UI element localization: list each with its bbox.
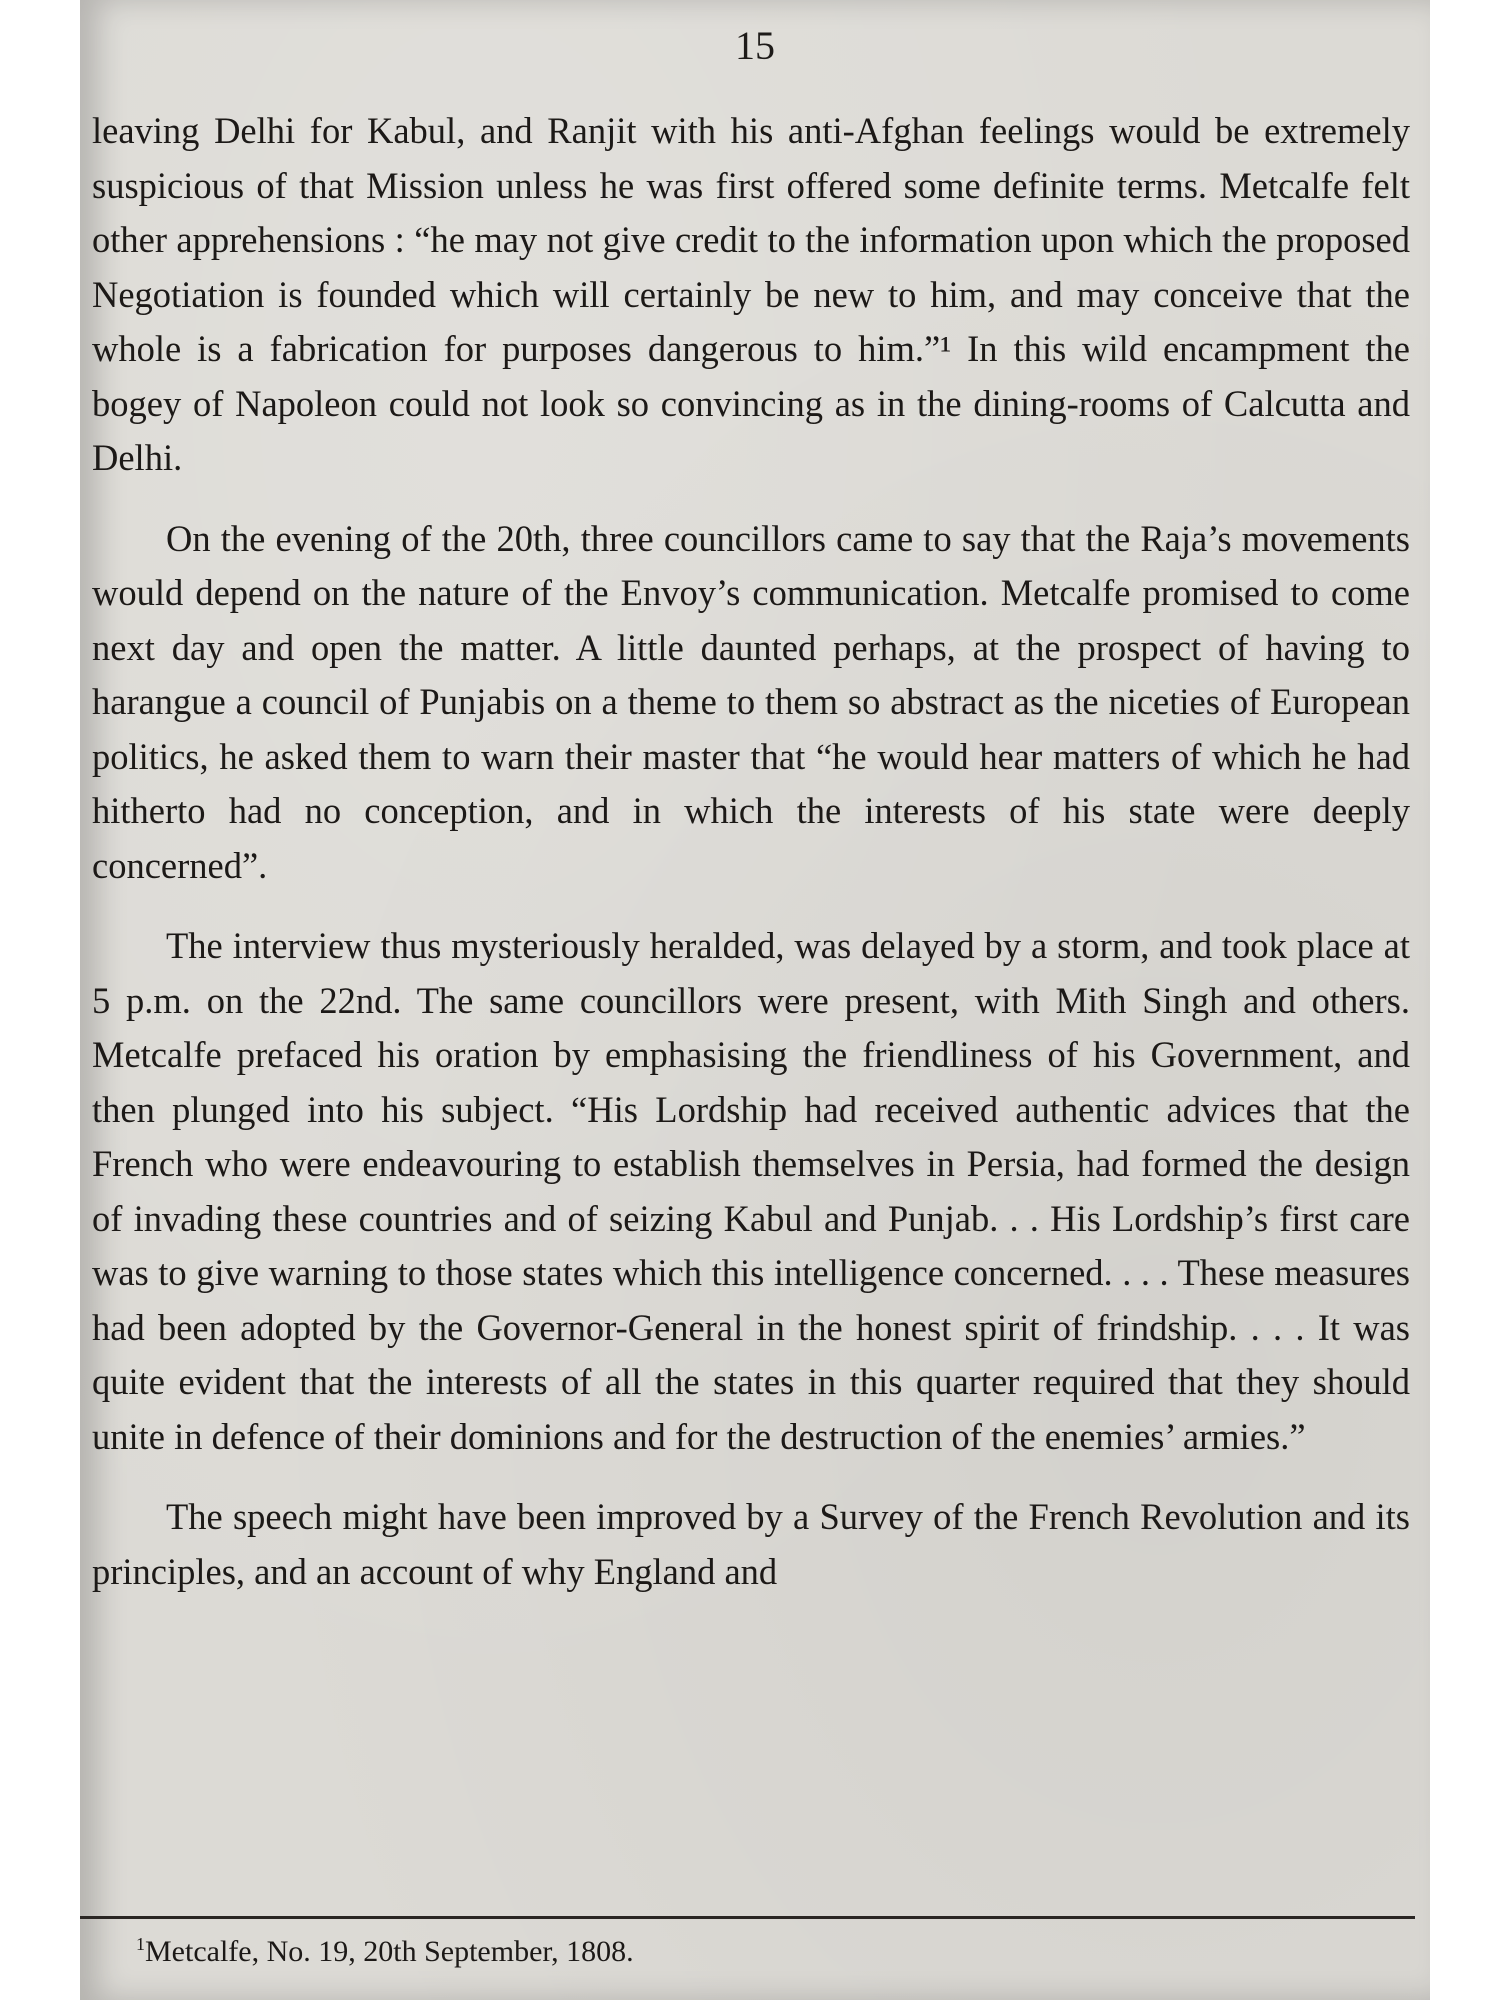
paragraph-2: On the evening of the 20th, three councillors came to say that the Raja’s movements would depend on the nature of the Envoy’s communication. Metcalfe promised to come next day and open the matter. A little daunted perhaps, at the prospect of having to harangue a council of Punjabis on a theme to them so abstract as the niceties of European politics, he asked them to warn their master that “he would hear matters of which he had hitherto had no conception, and in which the interests of his state were deeply concerned”. (92, 517, 1410, 886)
footnote-marker: 1 (136, 1934, 145, 1954)
footnote (136, 1934, 634, 1969)
paragraph-3: The interview thus mysteriously heralded, was delayed by a storm, and took place at 5 p.m. on the 22nd. The same councillors were present, with Mith Singh and others. Metcalfe prefaced his oration by emphasising the friendliness of his Government, and then plunged into his subject. “His Lordship had received authentic advices that the French who were endeavouring to establish themselves in Persia, had formed the design of invading these countries and of seizing Kabul and Punjab. . . His Lordship’s first care was to give warning to those states which this intelligence concerned. . . . These measures had been adopted by the Governor-General in the honest spirit of frindship. . . . It was quite evident that the interests of all the states in this quarter required that they should unite in defence of their dominions and for the destruction of the enemies’ armies.” (92, 925, 1410, 1457)
book-page (80, 0, 1430, 2000)
paragraph-1: leaving Delhi for Kabul, and Ranjit with his anti-Afghan feelings would be extremely suspicious of that Mission unless he was first offered some definite terms. Metcalfe felt other apprehensions : “he may not give credit to the information upon which the proposed Negotiation is founded which will certainly be new to him, and may conceive that the whole is a fabrication for purposes dangerous to him.”¹ In this wild encampment the bogey of Napoleon could not look so convincing as in the dining-rooms of Calcutta and Delhi. (92, 110, 1410, 478)
paragraph-4: The speech might have been improved by a Survey of the French Revolution and its principles, and an account of why England and (92, 1496, 1410, 1592)
body-text (92, 104, 1410, 1599)
footnote-text: Metcalfe, No. 19, 20th September, 1808. (145, 1935, 634, 1968)
page-number: 15 (735, 23, 775, 68)
footnote-divider (80, 1916, 1415, 1919)
